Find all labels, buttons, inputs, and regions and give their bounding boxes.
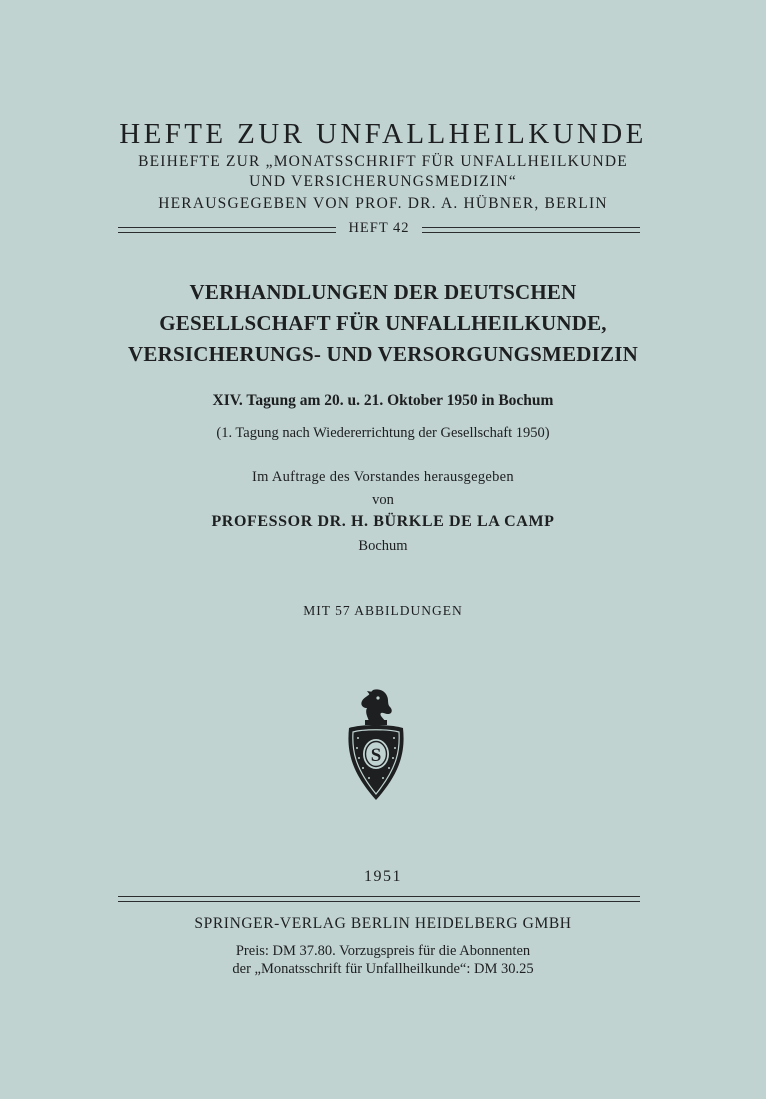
price-line-1: Preis: DM 37.80. Vorzugspreis für die Abonnenten [235, 943, 531, 959]
springer-knight-logo-icon [343, 686, 409, 804]
price-line-2: der „Monatsschrift für Unfallheilkunde“: DM 30.25 [232, 961, 534, 977]
publication-year: 1951 [364, 868, 402, 885]
book-title-line-2: GESELLSCHAFT FÜR UNFALLHEILKUNDE, [159, 311, 607, 335]
heft-rule-row [118, 220, 640, 240]
meeting-line: XIV. Tagung am 20. u. 21. Oktober 1950 in Bochum [212, 392, 554, 409]
bottom-double-rule [118, 896, 640, 902]
commission-line: Im Auftrage des Vorstandes herausgegeben [252, 469, 514, 485]
series-title: HEFTE ZUR UNFALLHEILKUNDE [119, 118, 647, 150]
editor-city: Bochum [358, 538, 408, 554]
editor-name: PROFESSOR DR. H. BÜRKLE DE LA CAMP [211, 513, 555, 530]
publisher-name: SPRINGER-VERLAG BERLIN HEIDELBERG GMBH [194, 915, 572, 932]
heft-number: HEFT 42 [348, 220, 410, 236]
series-subtitle-line-2: UND VERSICHERUNGSMEDIZIN“ [249, 173, 517, 190]
double-rule-left [118, 227, 336, 233]
logo-letter: S [370, 745, 382, 766]
series-subtitle-line-1: BEIHEFTE ZUR „MONATSSCHRIFT FÜR UNFALLHEILKUNDE [138, 153, 628, 170]
by-line: von [372, 492, 394, 508]
series-editor-line: HERAUSGEGEBEN VON PROF. DR. A. HÜBNER, BERLIN [158, 195, 608, 212]
double-rule-right [422, 227, 640, 233]
book-title-line-3: VERSICHERUNGS- UND VERSORGUNGSMEDIZIN [128, 342, 638, 366]
meeting-note: (1. Tagung nach Wiedererrichtung der Gesellschaft 1950) [216, 425, 550, 441]
figures-count: MIT 57 ABBILDUNGEN [303, 603, 463, 618]
book-title-line-1: VERHANDLUNGEN DER DEUTSCHEN [189, 280, 577, 304]
